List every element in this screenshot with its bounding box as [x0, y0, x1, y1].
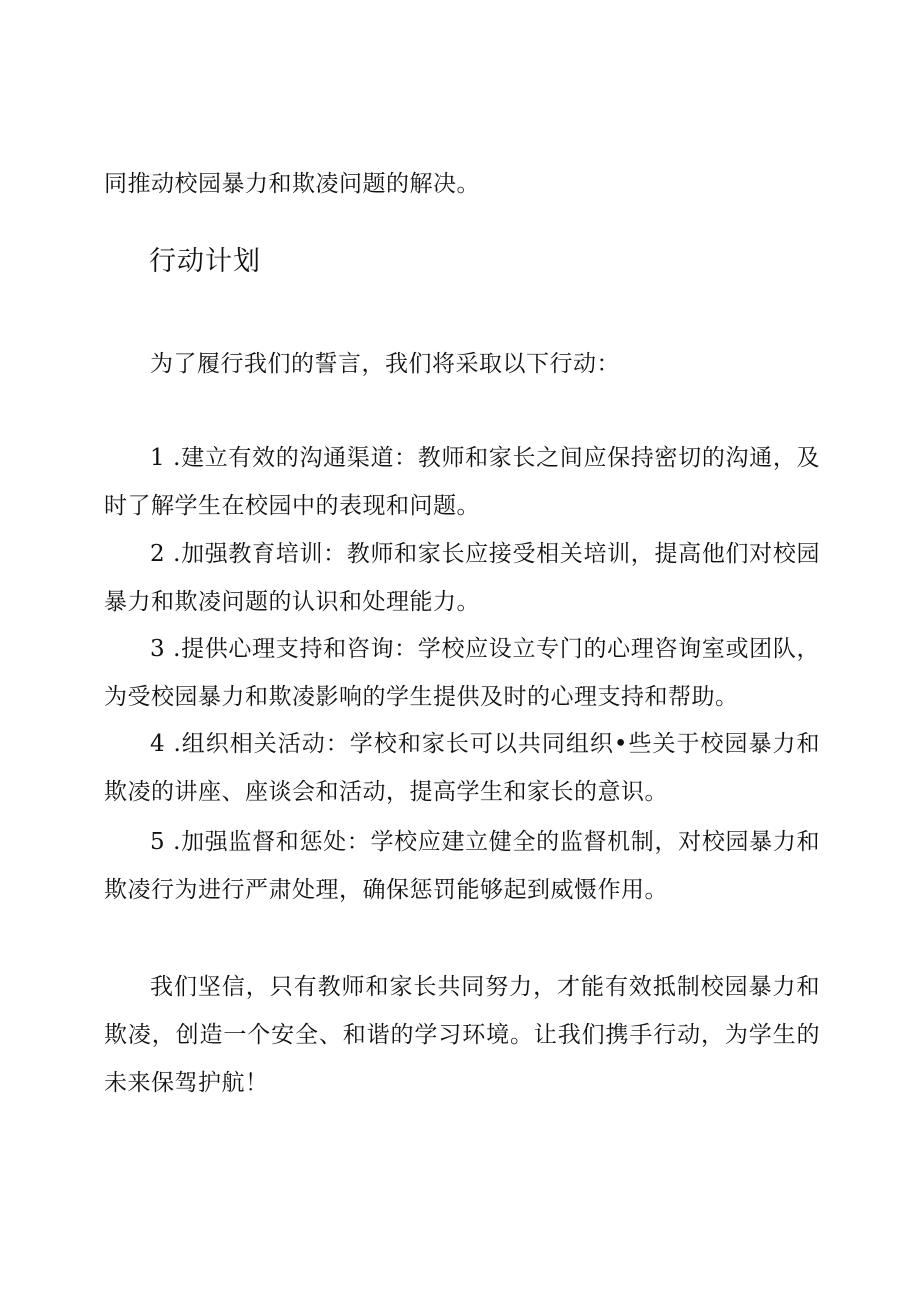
conclusion-paragraph: [104, 963, 820, 1107]
continuation-text: 同推动校园暴力和欺凌问题的解决。: [104, 171, 480, 197]
list-item-text: 4 .组织相关活动：学校和家长可以共同组织•些关于校园暴力和欺凌的讲座、座谈会和活动，提高学生和家长的意识。: [104, 731, 820, 805]
list-item-text: 2 .加强教育培训：教师和家长应接受相关培训，提高他们对校园暴力和欺凌问题的认识和处理能力。: [104, 541, 820, 615]
intro-text: 为了履行我们的誓言，我们将采取以下行动：: [150, 351, 620, 377]
continuation-paragraph: [104, 160, 820, 208]
list-item: [104, 818, 820, 914]
list-item: [104, 530, 820, 626]
list-item-text: 3 .提供心理支持和咨询：学校应设立专门的心理咨询室或团队，为受校园暴力和欺凌影响的学生提供及时的心理支持和帮助。: [104, 636, 820, 710]
list-item: [104, 625, 820, 721]
list-item-text: 1 .建立有效的沟通渠道：教师和家长之间应保持密切的沟通，及时了解学生在校园中的表现和问题。: [104, 445, 820, 519]
list-item: [104, 434, 820, 530]
section-heading: 行动计划: [149, 246, 261, 277]
conclusion-text: 我们坚信，只有教师和家长共同努力，才能有效抵制校园暴力和欺凌，创造一个安全、和谐的学习环境。让我们携手行动，为学生的未来保驾护航！: [104, 974, 820, 1096]
list-item: [104, 720, 820, 816]
intro-paragraph: [104, 340, 820, 388]
list-item-text: 5 .加强监督和惩处：学校应建立健全的监督机制，对校园暴力和欺凌行为进行严肃处理，确保惩罚能够起到威慑作用。: [104, 829, 820, 903]
